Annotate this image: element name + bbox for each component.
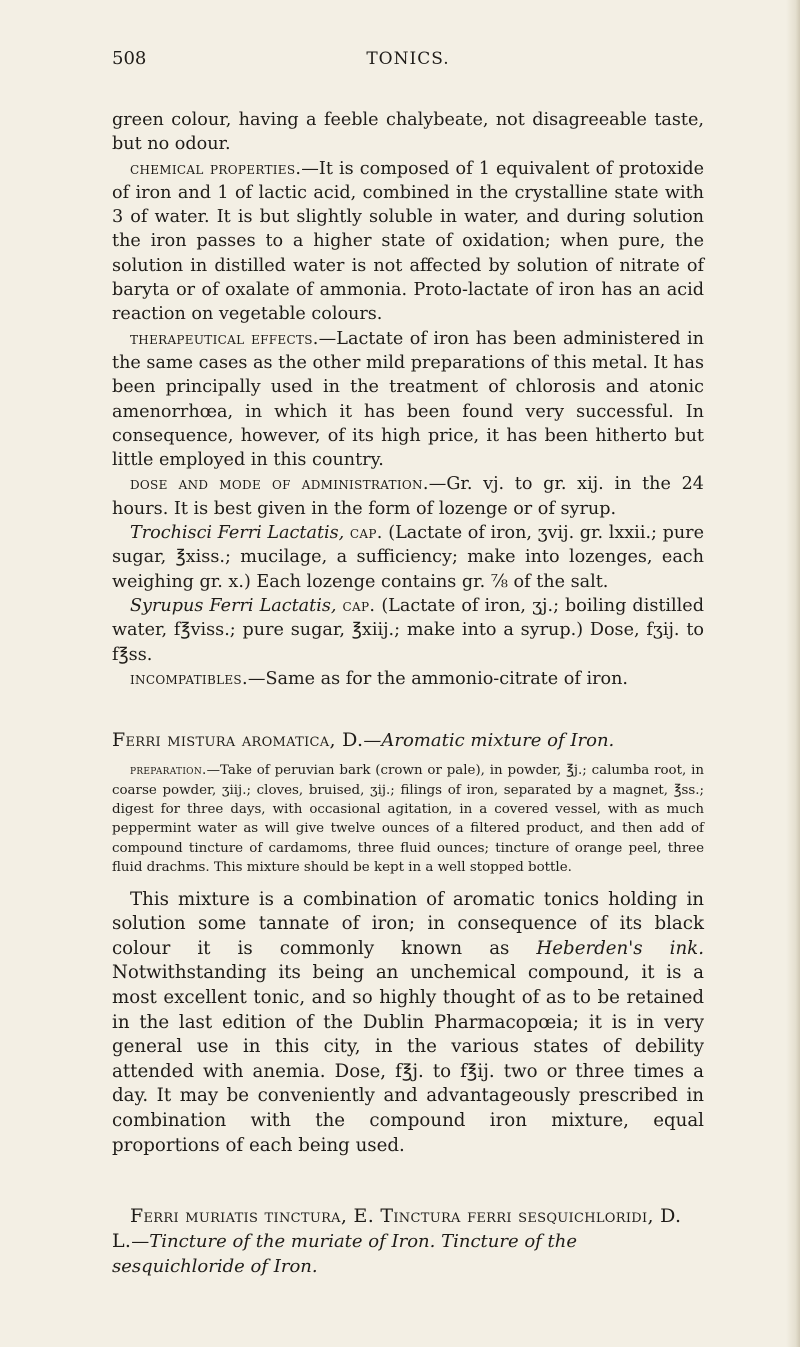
section-label: therapeutical effects. [130,328,319,349]
paragraph-mixture-description [112,888,704,1159]
page-number: 508 [112,48,147,69]
running-title: TONICS. [366,49,450,69]
preparation-name: Syrupus Ferri Lactatis, [130,595,337,616]
heading-ferri-muriatis: Ferri muriatis tinctura, E. Tinctura ferri sesquichloridi, D. L.—Tincture of the muriate of Iron. Tincture of the sesquichloride of Iron. [112,1205,682,1278]
paragraph-syrupus [112,594,704,667]
paragraph-dose [112,472,704,521]
ink-name: Heberden's ink. [536,937,704,959]
paragraph-text: —Lactate of iron has been administered in the same cases as the other mild preparations of this metal. It has been principally used in the treatment of chlorosis and atonic amenorrhœa, in which it has been found very successful. In consequence, however, of its high price, it has been hitherto but little employed in this country. [112,328,704,471]
section-label: preparation. [130,763,207,779]
paragraph-continuation [112,108,704,157]
running-header [112,48,704,74]
paragraph-preparation [112,761,704,877]
paragraph-text: (Lactate of iron, ʒj.; boiling distilled water, f℥viss.; pure sugar, ℥xiij.; make into a syrup.) Dose, fʒij. to f℥ss. [112,595,704,665]
entry-heading: Ferri mistura aromatica, D. [112,729,364,752]
paragraph-therapeutical-effects [112,327,704,473]
preparation-name: Trochisci Ferri Lactatis, [130,523,345,544]
page-edge [786,0,800,1347]
paragraph-text: green colour, having a feeble chalybeate, not disagreeable taste, but no odour. [112,110,704,155]
entry-title: Tincture of the muriate of Iron. Tincture of the sesquichloride of Iron. [112,1231,578,1278]
heading-ferri-mistura: Ferri mistura aromatica, D.—Aromatic mixture of Iron. [112,729,615,752]
paragraph-trochisci [112,521,704,594]
entry-heading: Ferri muriatis tinctura, E. Tinctura ferri sesquichloridi, D. L. [112,1205,682,1253]
section-label: chemical properties. [130,158,302,179]
paragraph-text: Notwithstanding its being an unchemical compound, it is a most excellent tonic, and so highly thought of as to be retained in the last edition of the Dublin Pharmacopœia; it is in very general use in this city, in the various states of debility attended with anemia. Dose, f℥j. to f℥ij. two or three times a day. It may be conveniently and advantageously prescribed in combination with the compound iron mixture, equal proportions of each being used. [112,962,704,1156]
paragraph-incompatibles [112,667,704,691]
pharmacopoeia-abbrev: cap. [349,523,383,544]
paragraph-text: This mixture is a combination of aromatic tonics holding in solution some tannate of iron; in consequence of its black colour it is commonly known as [112,888,704,959]
paragraph-text: (Lactate of iron, ʒvij. gr. lxxii.; pure sugar, ℥xiss.; mucilage, a sufficiency; make into lozenges, each weighing gr. x.) Each lozenge contains gr. ⅞ of the salt. [112,523,704,592]
page-body [112,108,704,1279]
paragraph-chemical-properties [112,157,704,327]
paragraph-text: —It is composed of 1 equivalent of protoxide of iron and 1 of lactic acid, combined in the crystalline state with 3 of water. It is but slightly soluble in water, and during solution the iron passes to a higher state of oxidation; when pure, the solution in distilled water is not affected by solution of nitrate of baryta or of oxalate of ammonia. Proto-lactate of iron has an acid reaction on vegetable colours. [112,158,704,325]
section-label: dose and mode of administration. [130,474,429,495]
pharmacopoeia-abbrev: cap. [342,595,376,616]
paragraph-text: —Take of peruvian bark (crown or pale), in powder, ℥j.; calumba root, in coarse powder, ʒiij.; cloves, bruised, ʒij.; filings of iron, separated by a magnet, ℥ss.; digest for three days, with occasional agitation, in a covered vessel, with as much peppermint water as will give twelve ounces of a filtered product, and then add of compound tincture of cardamoms, three fluid ounces; tincture of orange peel, three fluid drachms. This mixture should be kept in a well stopped bottle. [112,763,704,876]
paragraph-text: —Gr. vj. to gr. xij. in the 24 hours. It is best given in the form of lozenge or of syrup. [112,474,704,519]
paragraph-text: —Same as for the ammonio-citrate of iron. [247,668,629,689]
entry-title: Aromatic mixture of Iron. [381,730,615,752]
section-label: incompatibles. [130,668,248,689]
